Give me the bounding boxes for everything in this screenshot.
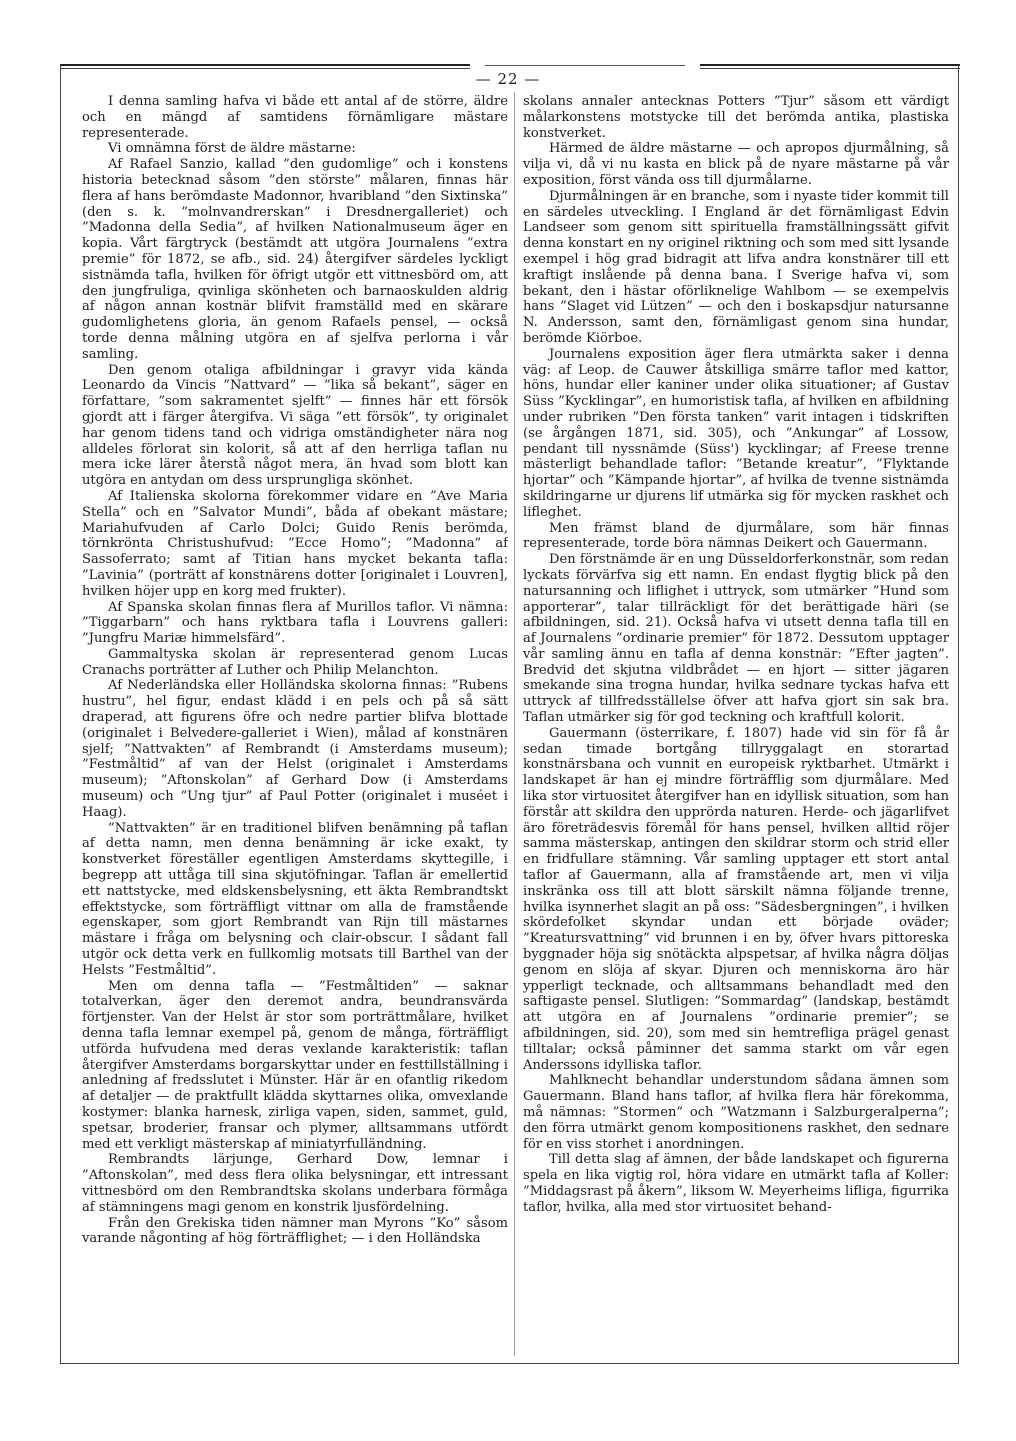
page-frame-bottom-rule xyxy=(60,1363,959,1364)
column-divider xyxy=(514,92,515,1356)
right-column xyxy=(523,94,949,1356)
paragraph: Gauermann (österrikare, f. 1807) hade vid sin för få år sedan timade bortgång tillryggalagt en storartad konstnärsbana och vunnit en europeisk ryktbarhet. Utmärkt i landskapet är han ej mindre förträfflig som djurmålare. Med lika stor virtuositet återgifver han en idyllisk situation, som han förstår att skildra den upprörda naturen. Herde- och jägarlifvet äro företrädesvis föremål för hans pensel, hvilken alltid röjer samma mästerskap, antingen den skildrar storm och strid eller en fridfullare stämning. Vår samling upptager ett stort antal taflor af Gauermann, alla af framstående art, men vi vilja inskränka oss till att blott särskilt nämna följande trenne, hvilka isynnerhet slagit an på oss: ”Sädesbergningen”, i hvilken skördefolket skyndar undan ett började oväder; ”Kreatursvattning” vid brunnen i en by, öfver hvars pittoreska byggnader höja sig snötäckta alpspetsar, af hvilka några döljas genom en slöja af skyar. Djuren och menniskorna äro här ypperligt tecknade, och alltsammans behandladt med den saftigaste pensel. Slutligen: ”Sommardag” (landskap, bestämdt att utgöra en af Journalens ”ordinarie premier”; se afbildningen, sid. 20), som med sin hemtrefliga prägel genast tilltalar; också påminner det samma starkt om vår egen Anderssons idylliska taflor. xyxy=(523,725,949,1073)
paragraph: Härmed de äldre mästarne — och apropos djurmålning, så vilja vi, då vi nu kasta en blick på de nyare mästarne på vår exposition, först vända oss till djurmålarne. xyxy=(523,141,949,188)
paragraph-continued: skolans annaler antecknas Potters ”Tjur” såsom ett värdigt målarkonstens motstycke till det berömda antika, plastiska konstverket. xyxy=(523,94,949,141)
paragraph: Men om denna tafla — ”Festmåltiden” — saknar totalverkan, äger den deremot andra, beundransvärda förtjenster. Van der Helst är stor som porträttmålare, hvilket denna tafla lemnar exempel på, genom de många, förträffligt utförda hufvudena med deras vexlande karakteristik: taflan återgifver Amsterdams borgarskyttar under en festtillställning i anledning af fredsslutet i Münster. Här är en ofantlig rikedom af detaljer — de praktfullt klädda skyttarnes olika, omvexlande kostymer: blanka harnesk, zirliga vapen, siden, sammet, guld, spetsar, broderier, fransar och plymer, alltsammans utfördt med ett verkligt mästerskap af miniatyrfulländning. xyxy=(82,978,508,1152)
paragraph: Af Italienska skolorna förekommer vidare en ”Ave Maria Stella” och en ”Salvator Mundi”, båda af obekant mästare; Mariahufvuden af Carlo Dolci; Guido Renis berömda, törnkrönta Christushufvud: ”Ecce Homo”; ”Madonna” af Sassoferrato; samt af Titian hans mycket bekanta tafla: ”Lavinia” (porträtt af konstnärens dotter [originalet i Louvren], hvilken höjer upp en korg med frukter). xyxy=(82,488,508,599)
paragraph: Mahlknecht behandlar understundom sådana ämnen som Gauermann. Bland hans taflor, af hvilka flera här förekomma, må nämnas: ”Stormen” och ”Watzmann i Salzburgeralperna”; den förra utmärkt genom kompositionens raskhet, den sednare för en viss storhet i anordningen. xyxy=(523,1073,949,1152)
paragraph: Af Rafael Sanzio, kallad ”den gudomlige” och i konstens historia betecknad såsom ”den störste” målaren, finnas här flera af hans berömdaste Madonnor, hvaribland ”den Sixtinska” (den s. k. ”molnvandrerskan” i Dresdnergalleriet) och ”Madonna della Sedia”, af hvilken Nationalmuseum äger en kopia. Vårt färgtryck (bestämdt att utgöra Journalens ”extra premie” för 1872, se afb., sid. 24) återgifver särdeles lyckligt sistnämda tafla, hvilken för öfrigt utgör ett vittnesbörd om, att den jungfruliga, qvinliga skönheten och barnaoskulden aldrig af någon annan kostnär blifvit framställd med en skärare gudomlighetens gloria, än genom Rafaels pensel, — också torde denna målning utgöra en af sjelfva perlorna i vår samling. xyxy=(82,157,508,362)
page-frame-right-rule xyxy=(958,64,959,1364)
paragraph: Gammaltyska skolan är representerad genom Lucas Cranachs porträtter af Luther och Philip Melanchton. xyxy=(82,646,508,678)
paragraph: Vi omnämna först de äldre mästarne: xyxy=(108,141,356,157)
paragraph: Rembrandts lärjunge, Gerhard Dow, lemnar i ”Aftonskolan”, med dess flera olika belysningar, ett intressant vittnesbörd om den Rembrandtska skolans underbara förmåga af stämningens magi genom en konstrik ljusfördelning. xyxy=(82,1152,508,1215)
paragraph: Af Spanska skolan finnas flera af Murillos taflor. Vi nämna: ”Tiggarbarn” och hans ryktbara tafla i Louvrens galleri: ”Jungfru Mariæ himmelsfärd”. xyxy=(82,599,508,647)
left-column xyxy=(82,94,508,1356)
paragraph: Till detta slag af ämnen, der både landskapet och figurerna spela en lika vigtig rol, höra vidare en utmärkt tafla af Koller: ”Middagsrast på åkern”, liksom W. Meyerheims lifliga, figurrika taflor, hvilka, alla med stor virtuositet behand- xyxy=(523,1152,949,1215)
paragraph: Journalens exposition äger flera utmärkta saker i denna väg: af Leop. de Cauwer åtskilliga smärre taflor med kattor, höns, hundar eller kaniner under olika situationer; af Gustav Süss ”Kycklingar”, en humoristisk tafla, af hvilken en afbildning under rubriken ”Den första tanken” varit intagen i tidskriften (se årgången 1871, sid. 305), och ”Ankungar” af Lossow, pendant till nyssnämde (Süss') kycklingar; af Freese trenne mästerligt behandlade taflor: ”Betande kreatur”, ”Flyktande hjortar” och ”Kämpande hjortar”, af hvilka de tvenne sistnämda skildringarne ur djurens lif utmärka sig för mycken raskhet och lifleghet. xyxy=(523,346,949,520)
paragraph: Den genom otaliga afbildningar i gravyr vida kända Leonardo da Vincis ”Nattvard” — ”lika så bekant”, säger en författare, ”som sakramentet sjelft” — finnes här ett försök gjordt att i färger återgifva. Vi säga ”ett försök”, ty originalet har genom tidens tand och vidriga omständigheter nära nog alldeles förlorat sin kolorit, så att af den herrliga taflan nu mera icke lärer återstå något mera, än hvad som blott kan utgöra en antydan om dess ursprungliga skönhet. xyxy=(82,362,508,489)
paragraph: Från den Grekiska tiden nämner man Myrons ”Ko” såsom varande någonting af hög förträfflighet; — i den Holländska xyxy=(82,1215,508,1247)
page-number: — 22 — xyxy=(475,70,541,88)
paragraph: Af Nederländska eller Holländska skolorna finnas: ”Rubens hustru”, hel figur, endast klädd i en pels och på så sätt draperad, att figurens öfre och nedre partier blifva blottade (originalet i Belvedere-galleriet i Wien), målad af konstnären sjelf; ”Nattvakten” af Rembrandt (i Amsterdams museum); ”Festmåltid” af van der Helst (originalet i Amsterdams museum); ”Aftonskolan” af Gerhard Dow (i Amsterdams museum) och ”Ung tjur” af Paul Potter (originalet i muséet i Haag). xyxy=(82,678,508,820)
paragraph: I denna samling hafva vi både ett antal af de större, äldre och en mängd af samtidens förnämligare mästare representerade. xyxy=(82,94,508,141)
page-frame-top-rule xyxy=(60,64,960,69)
page-number-gap xyxy=(470,62,700,70)
paragraph: Den förstnämde är en ung Düsseldorferkonstnär, som redan lyckats förvärfva sig ett namn. En endast flygtig blick på den natursanning och liflighet i uttryck, som utmärker ”Hund som apporterar”, talar tillräckligt för det berättigade häri (se afbildningen, sid. 21). Också hafva vi utsett denna tafla till en af Journalens ”ordinarie premier” för 1872. Dessutom upptager vår samling ännu en tafla af denna konstnär: ”Efter jagten”. Bredvid det skjutna vildbrådet — en hjort — sitter jägaren smekande sina trogna hundar, hvilka sednare tyckas hafva ett uttryck af tillfredsställelse öfver att hafva gjort sin sak bra. Taflan utmärker sig för god teckning och kraftfull kolorit. xyxy=(523,552,949,726)
page-frame-left-rule xyxy=(60,64,61,1364)
paragraph: Djurmålningen är en branche, som i nyaste tider kommit till en särdeles utveckling. I England är det förnämligast Edvin Landseer som genom sitt spirituella framställningssätt gifvit denna konstart en ny originel riktning och som med sitt lysande exempel i hög grad bidragit att lifva andra konstnärer till ett kraftigt inslående på denna bana. I Sverige hafva vi, som bekant, den i hästar oförliknelige Wahlbom — se exempelvis hans ”Slaget vid Lützen” — och den i boskapsdjur natursanne N. Andersson, samt den, förnämligast genom sina hundar, berömde Kiörboe. xyxy=(523,188,949,346)
paragraph: Men främst bland de djurmålare, som här finnas representerade, torde böra nämnas Deikert och Gauermann. xyxy=(523,520,949,552)
paragraph: ”Nattvakten” är en traditionel blifven benämning på taflan af detta namn, men denna benämning är icke exakt, ty konstverket föreställer egentligen Amsterdams skyttegille, i begrepp att uttåga till sina skjutöfningar. Taflan är emellertid ett nattstycke, med eldskensbelysning, ett äkta Rembrandtskt effektstycke, som förträffligt vittnar om alla de framstående egenskaper, som gjort Rembrandt van Rijn till mästarnes mästare i fråga om belysning och clair-obscur. I sådant fall utgör ock detta verk en fullkomlig motsats till Barthel van der Helsts ”Festmåltid”. xyxy=(82,820,508,978)
